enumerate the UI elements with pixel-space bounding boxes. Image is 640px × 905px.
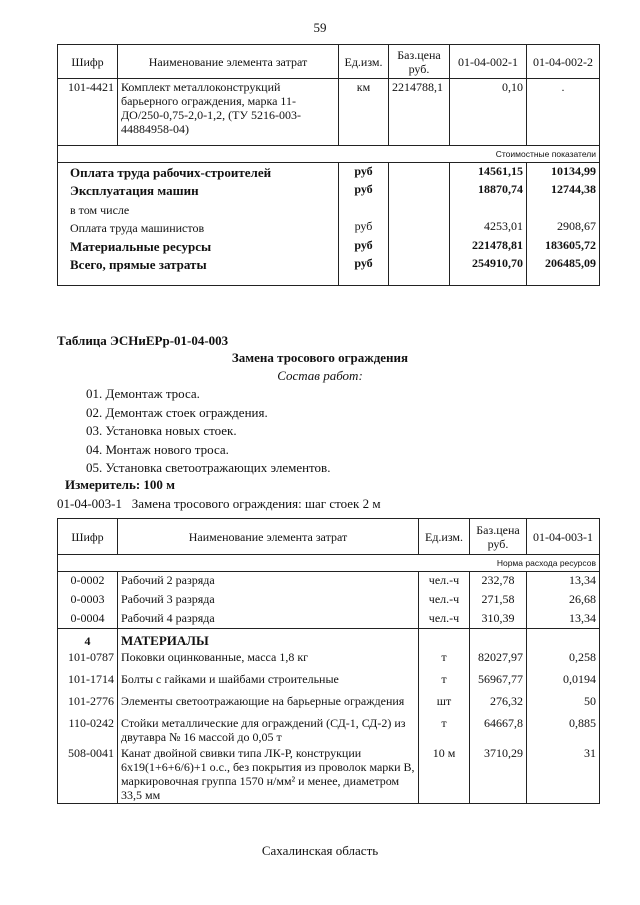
unit: т [419, 649, 470, 671]
code: 101-0787 [58, 649, 118, 671]
name: Оплата труда рабочих-строителей [58, 163, 339, 182]
section-label: Норма расхода ресурсов [58, 555, 600, 572]
variant: 01-04-003-1 Замена тросового ограждения: шаг стоек 2 м [57, 496, 381, 511]
value: 13,34 [527, 610, 600, 629]
value: 4253,01 [450, 218, 527, 237]
code: 0-0004 [58, 610, 118, 629]
works-title: Состав работ: [277, 368, 363, 383]
work-item: 01. Демонтаж троса. [86, 386, 200, 401]
value: . [527, 79, 600, 146]
section-label: Стоимостные показатели [58, 146, 600, 163]
table-row [58, 218, 600, 237]
page-number: 59 [313, 20, 327, 35]
unit: км [339, 79, 389, 146]
footer-region: Сахалинская область [261, 843, 379, 858]
code: 101-4421 [58, 79, 118, 146]
table-row [58, 163, 600, 182]
unit: т [419, 715, 470, 745]
unit: руб [339, 255, 389, 274]
code: 508-0041 [58, 745, 118, 804]
value: 254910,70 [450, 255, 527, 274]
code: 4 [58, 629, 118, 650]
value: 31 [527, 745, 600, 804]
name: Материальные ресурсы [58, 237, 339, 256]
name: Элементы светоотражающие на барьерные ограждения [118, 693, 419, 715]
table-row [58, 671, 600, 693]
col-header: Баз.цена руб. [389, 45, 450, 79]
work-item: 02. Демонтаж стоек ограждения. [86, 404, 268, 420]
code: 110-0242 [58, 715, 118, 745]
subtitle: Замена тросового ограждения [231, 350, 409, 365]
unit: руб [339, 218, 389, 237]
resources-table [57, 518, 600, 804]
name: Рабочий 2 разряда [118, 572, 419, 591]
value: 10134,99 [527, 163, 600, 182]
price: 82027,97 [470, 649, 527, 671]
col-header: Наименование элемента затрат [118, 519, 419, 555]
table-row [58, 181, 600, 200]
value: 221478,81 [450, 237, 527, 256]
price: 310,39 [470, 610, 527, 629]
unit: руб [339, 237, 389, 256]
value: 0,258 [527, 649, 600, 671]
cost-table-1 [57, 44, 600, 286]
materials-header [58, 629, 600, 650]
name: Рабочий 3 разряда [118, 591, 419, 610]
name: Эксплуатация машин [58, 181, 339, 200]
unit: руб [339, 181, 389, 200]
unit: шт [419, 693, 470, 715]
col-header: Шифр [58, 519, 118, 555]
works-list [86, 385, 330, 478]
code: 101-1714 [58, 671, 118, 693]
name: Комплект металлоконструкций барьерного ограждения, марка 11-ДО/250-0,75-2,0-1,2, (ТУ 5216-003-44884958-04) [118, 79, 339, 146]
value: 2908,67 [527, 218, 600, 237]
table-row [58, 610, 600, 629]
measure: Измеритель: 100 м [65, 477, 176, 492]
value: 0,885 [527, 715, 600, 745]
unit: чел.-ч [419, 610, 470, 629]
unit: чел.-ч [419, 591, 470, 610]
table-row [58, 255, 600, 274]
col-header: Баз.цена руб. [470, 519, 527, 555]
col-header: Наименование элемента затрат [118, 45, 339, 79]
name: Оплата труда машинистов [58, 218, 339, 237]
table-row [58, 79, 600, 146]
col-header: Шифр [58, 45, 118, 79]
price: 3710,29 [470, 745, 527, 804]
value: 13,34 [527, 572, 600, 591]
price: 271,58 [470, 591, 527, 610]
table-row [58, 591, 600, 610]
unit: чел.-ч [419, 572, 470, 591]
name: в том числе [58, 200, 339, 219]
value: 14561,15 [450, 163, 527, 182]
unit [339, 200, 389, 219]
value: 12744,38 [527, 181, 600, 200]
value: 50 [527, 693, 600, 715]
name: Поковки оцинкованные, масса 1,8 кг [118, 649, 419, 671]
price: 56967,77 [470, 671, 527, 693]
work-item: 03. Установка новых стоек. [86, 423, 237, 438]
table-header [58, 45, 600, 79]
col-header: 01-04-003-1 [527, 519, 600, 555]
work-item: 05. Установка светоотражающих элементов. [86, 460, 331, 475]
code: 0-0003 [58, 591, 118, 610]
value: 26,68 [527, 591, 600, 610]
col-header: 01-04-002-2 [527, 45, 600, 79]
unit: 10 м [419, 745, 470, 804]
name: Рабочий 4 разряда [118, 610, 419, 629]
table-row [58, 745, 600, 804]
code: 0-0002 [58, 572, 118, 591]
price: 2214788,1 [389, 79, 450, 146]
value [527, 200, 600, 219]
table-row [58, 200, 600, 219]
table-row [58, 572, 600, 591]
name: Всего, прямые затраты [58, 255, 339, 274]
value: 0,0194 [527, 671, 600, 693]
price: 232,78 [470, 572, 527, 591]
col-header: Ед.изм. [419, 519, 470, 555]
col-header: Ед.изм. [339, 45, 389, 79]
value: 206485,09 [527, 255, 600, 274]
table-row [58, 693, 600, 715]
work-item: 04. Монтаж нового троса. [86, 441, 229, 457]
section-title: МАТЕРИАЛЫ [118, 629, 419, 650]
price: 64667,8 [470, 715, 527, 745]
unit: т [419, 671, 470, 693]
name: Стойки металлические для ограждений (СД-1, СД-2) из двутавра № 16 массой до 0,05 т [118, 715, 419, 745]
table-title: Таблица ЭСНиЕРр-01-04-003 [57, 333, 229, 348]
table-row [58, 237, 600, 256]
unit: руб [339, 163, 389, 182]
table-row [58, 649, 600, 671]
price: 276,32 [470, 693, 527, 715]
name: Канат двойной свивки типа ЛК-Р, конструкции 6х19(1+6+6/6)+1 о.с., без покрытия из проволок марки В, маркировочная группа 1570 н/мм² и менее, диаметром 33,5 мм [118, 745, 419, 804]
value: 183605,72 [527, 237, 600, 256]
code: 101-2776 [58, 693, 118, 715]
col-header: 01-04-002-1 [450, 45, 527, 79]
value: 0,10 [450, 79, 527, 146]
value [450, 200, 527, 219]
value: 18870,74 [450, 181, 527, 200]
table-row [58, 715, 600, 745]
name: Болты с гайками и шайбами строительные [118, 671, 419, 693]
